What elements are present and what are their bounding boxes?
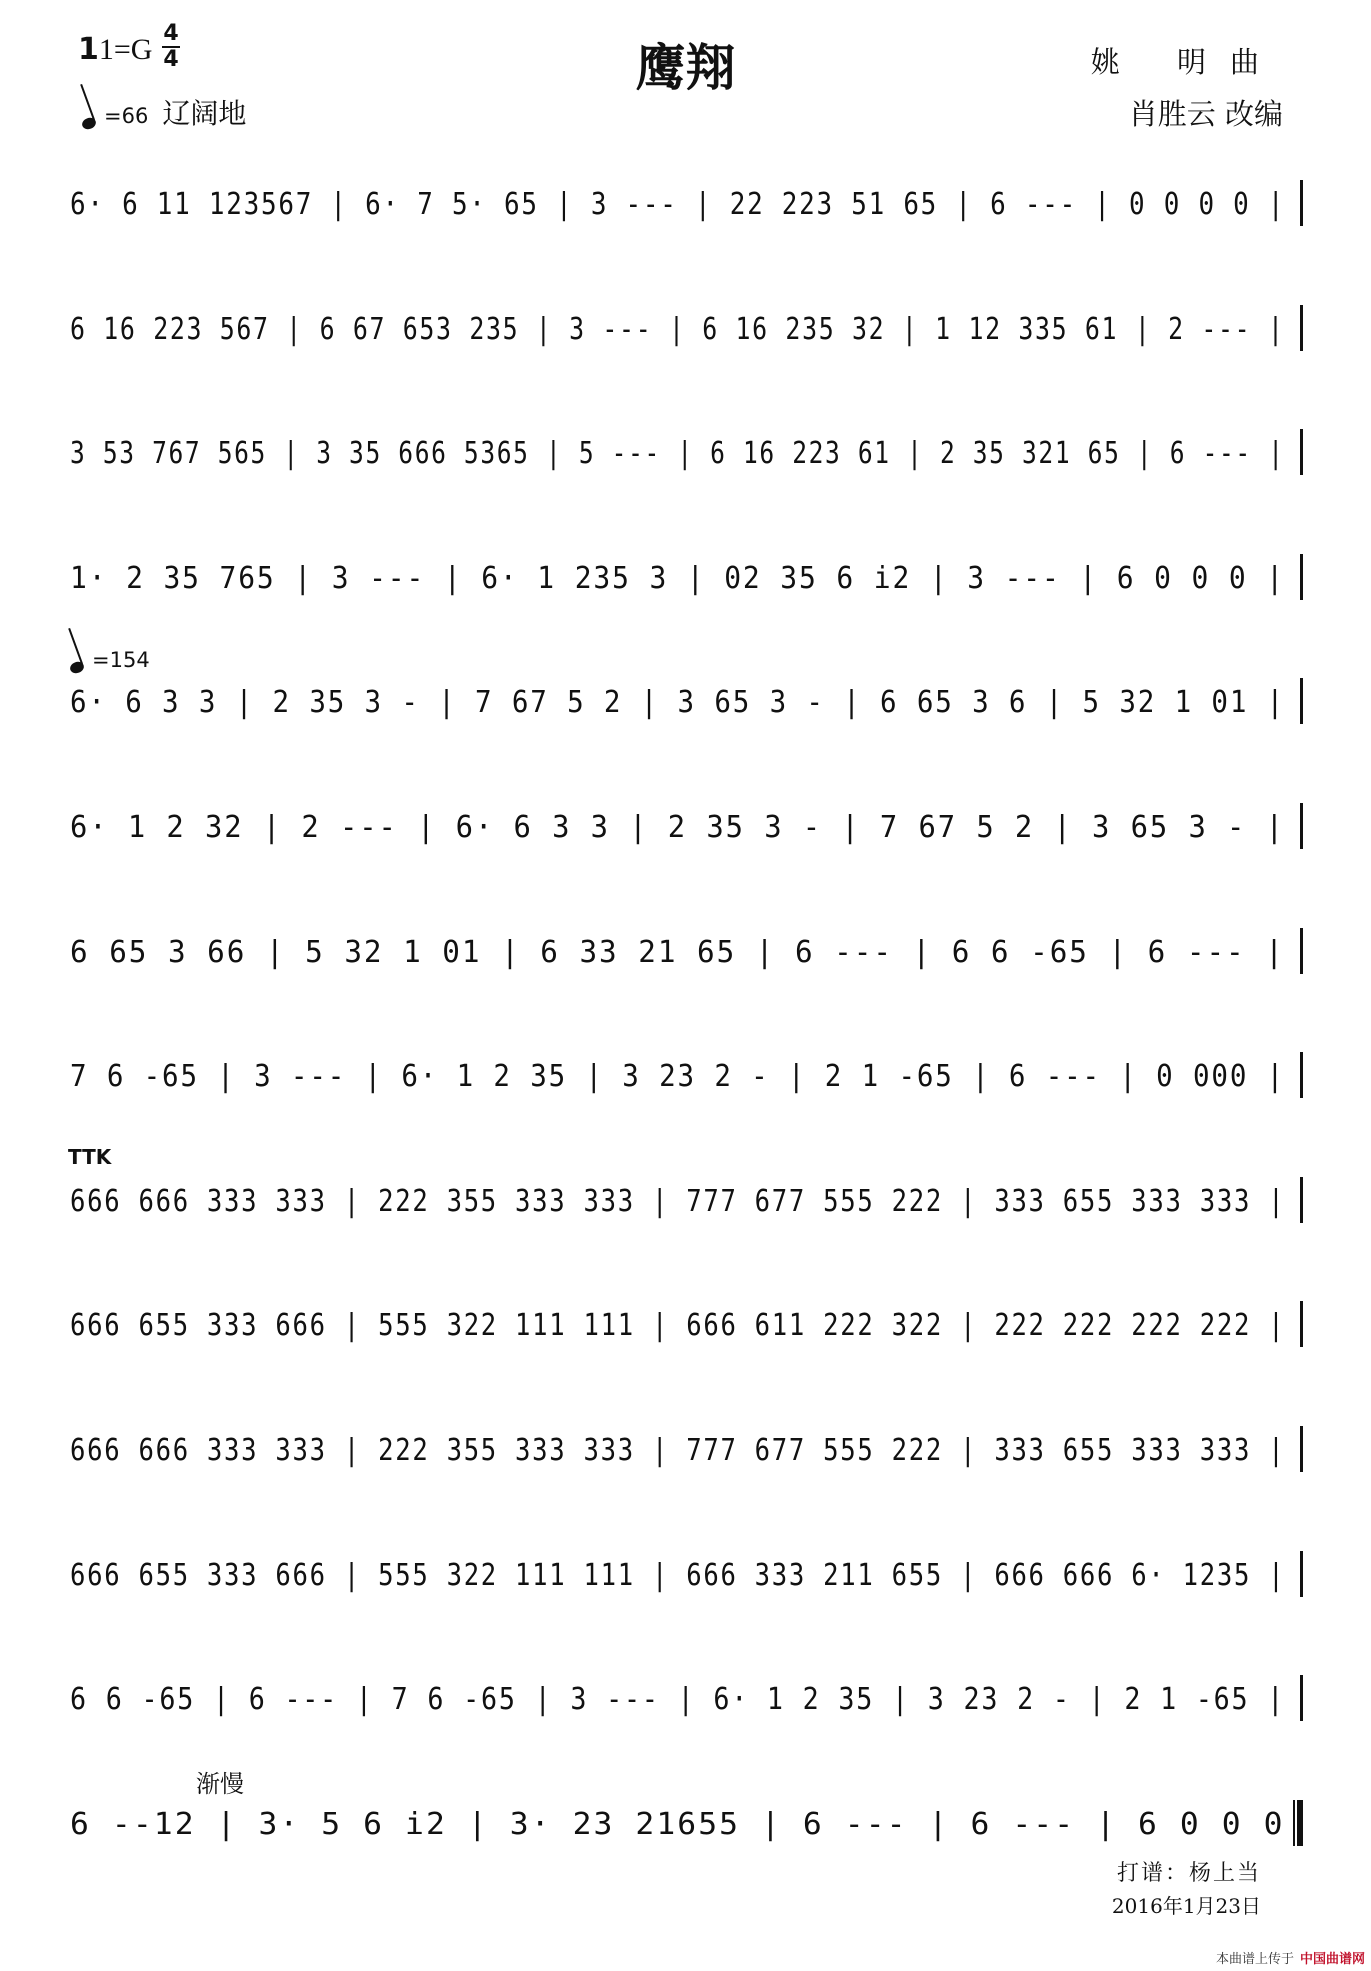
score-row xyxy=(66,285,1303,355)
row-annotation: TTK xyxy=(68,1144,112,1169)
barline xyxy=(1300,429,1303,475)
tempo-change-value: =154 xyxy=(92,648,150,672)
barline xyxy=(1300,1177,1303,1223)
score-row xyxy=(66,1406,1303,1476)
composer-credit: 姚 明曲 xyxy=(1090,45,1283,79)
arranger-credit: 肖胜云 改编 xyxy=(1128,97,1283,131)
notation-line: 6 6 -65 | 6 --- | 7 6 -65 | 3 --- | 6· 1 2 35 | 3 23 2 - | 2 1 -65 | xyxy=(70,1682,1286,1718)
notation-line: 6 --12 | 3· 5 6 i2 | 3· 23 21655 | 6 --- | 6 --- | 6 0 0 0 xyxy=(70,1806,1285,1842)
barline xyxy=(1300,1551,1303,1597)
score-row xyxy=(66,1531,1303,1601)
barline xyxy=(1300,1426,1303,1472)
barline xyxy=(1300,1052,1303,1098)
barline xyxy=(1300,928,1303,974)
score-row xyxy=(66,1769,1303,1850)
notation-line: 6 16 223 567 | 6 67 653 235 | 3 --- | 6 16 235 32 | 1 12 335 61 | 2 --- | xyxy=(70,311,1285,347)
time-top: 4 xyxy=(163,21,179,46)
transcription-date: 2016年1月23日 xyxy=(1111,1894,1261,1918)
final-barline xyxy=(1293,1800,1303,1846)
score-row xyxy=(66,908,1303,978)
score-row xyxy=(66,1144,1303,1227)
score-row xyxy=(66,160,1303,230)
key-label: 1=G xyxy=(98,33,153,66)
upload-note: 本曲谱上传于 xyxy=(1215,1952,1294,1967)
row-annotation: 渐慢 xyxy=(196,1769,244,1798)
key-signature: 11=G xyxy=(78,32,153,67)
barline xyxy=(1300,1675,1303,1721)
transcriber-credit: 打谱：杨上当 xyxy=(1116,1861,1261,1886)
score-row xyxy=(66,783,1303,853)
expression-text: 辽阔地 xyxy=(162,97,247,130)
page-title: 鹰翔 xyxy=(635,38,736,97)
score-row xyxy=(66,534,1303,604)
upload-watermark xyxy=(1216,1948,1365,1967)
notation-line: 666 666 333 333 | 222 355 333 333 | 777 677 555 222 | 333 655 333 333 | xyxy=(70,1183,1286,1219)
barline xyxy=(1300,1301,1303,1347)
notation-line: 666 655 333 666 | 555 322 111 111 | 666 333 211 655 | 666 666 6· 1235 | xyxy=(70,1557,1286,1593)
notation-line: 7 6 -65 | 3 --- | 6· 1 2 35 | 3 23 2 - | 2 1 -65 | 6 --- | 0 000 | xyxy=(70,1059,1286,1095)
barline xyxy=(1300,803,1303,849)
score-row xyxy=(66,1655,1303,1725)
brand-logo: 中国曲谱网 xyxy=(1299,1952,1365,1967)
score-row xyxy=(66,658,1303,728)
notation-line: 1· 2 35 765 | 3 --- | 6· 1 235 3 | 02 35 6 i2 | 3 --- | 6 0 0 0 | xyxy=(70,560,1285,596)
score-row xyxy=(66,1281,1303,1351)
notation-line: 6 65 3 66 | 5 32 1 01 | 6 33 21 65 | 6 --- | 6 6 -65 | 6 --- | xyxy=(70,934,1285,970)
tempo-value: =66 xyxy=(104,104,149,128)
quarter-note-icon xyxy=(81,116,98,131)
barline xyxy=(1300,305,1303,351)
barline xyxy=(1300,678,1303,724)
notation-line: 3 53 767 565 | 3 35 666 5365 | 5 --- | 6 16 223 61 | 2 35 321 65 | 6 --- | xyxy=(70,436,1285,472)
notation-line: 666 666 333 333 | 222 355 333 333 | 777 677 555 222 | 333 655 333 333 | xyxy=(70,1433,1286,1468)
notation-line: 6· 1 2 32 | 2 --- | 6· 6 3 3 | 2 35 3 - | 7 67 5 2 | 3 65 3 - | xyxy=(70,810,1285,845)
barline xyxy=(1300,554,1303,600)
score-row xyxy=(66,1032,1303,1102)
time-bottom: 4 xyxy=(163,47,179,72)
notation-line: 6· 6 11 123567 | 6· 7 5· 65 | 3 --- | 22 223 51 65 | 6 --- | 0 0 0 0 | xyxy=(70,187,1286,222)
notation-line: 6· 6 3 3 | 2 35 3 - | 7 67 5 2 | 3 65 3 - | 6 65 3 6 | 5 32 1 01 | xyxy=(70,685,1286,721)
notation-line: 666 655 333 666 | 555 322 111 111 | 666 611 222 322 | 222 222 222 222 | xyxy=(70,1308,1286,1344)
score-row xyxy=(66,409,1303,479)
barline xyxy=(1300,180,1303,226)
